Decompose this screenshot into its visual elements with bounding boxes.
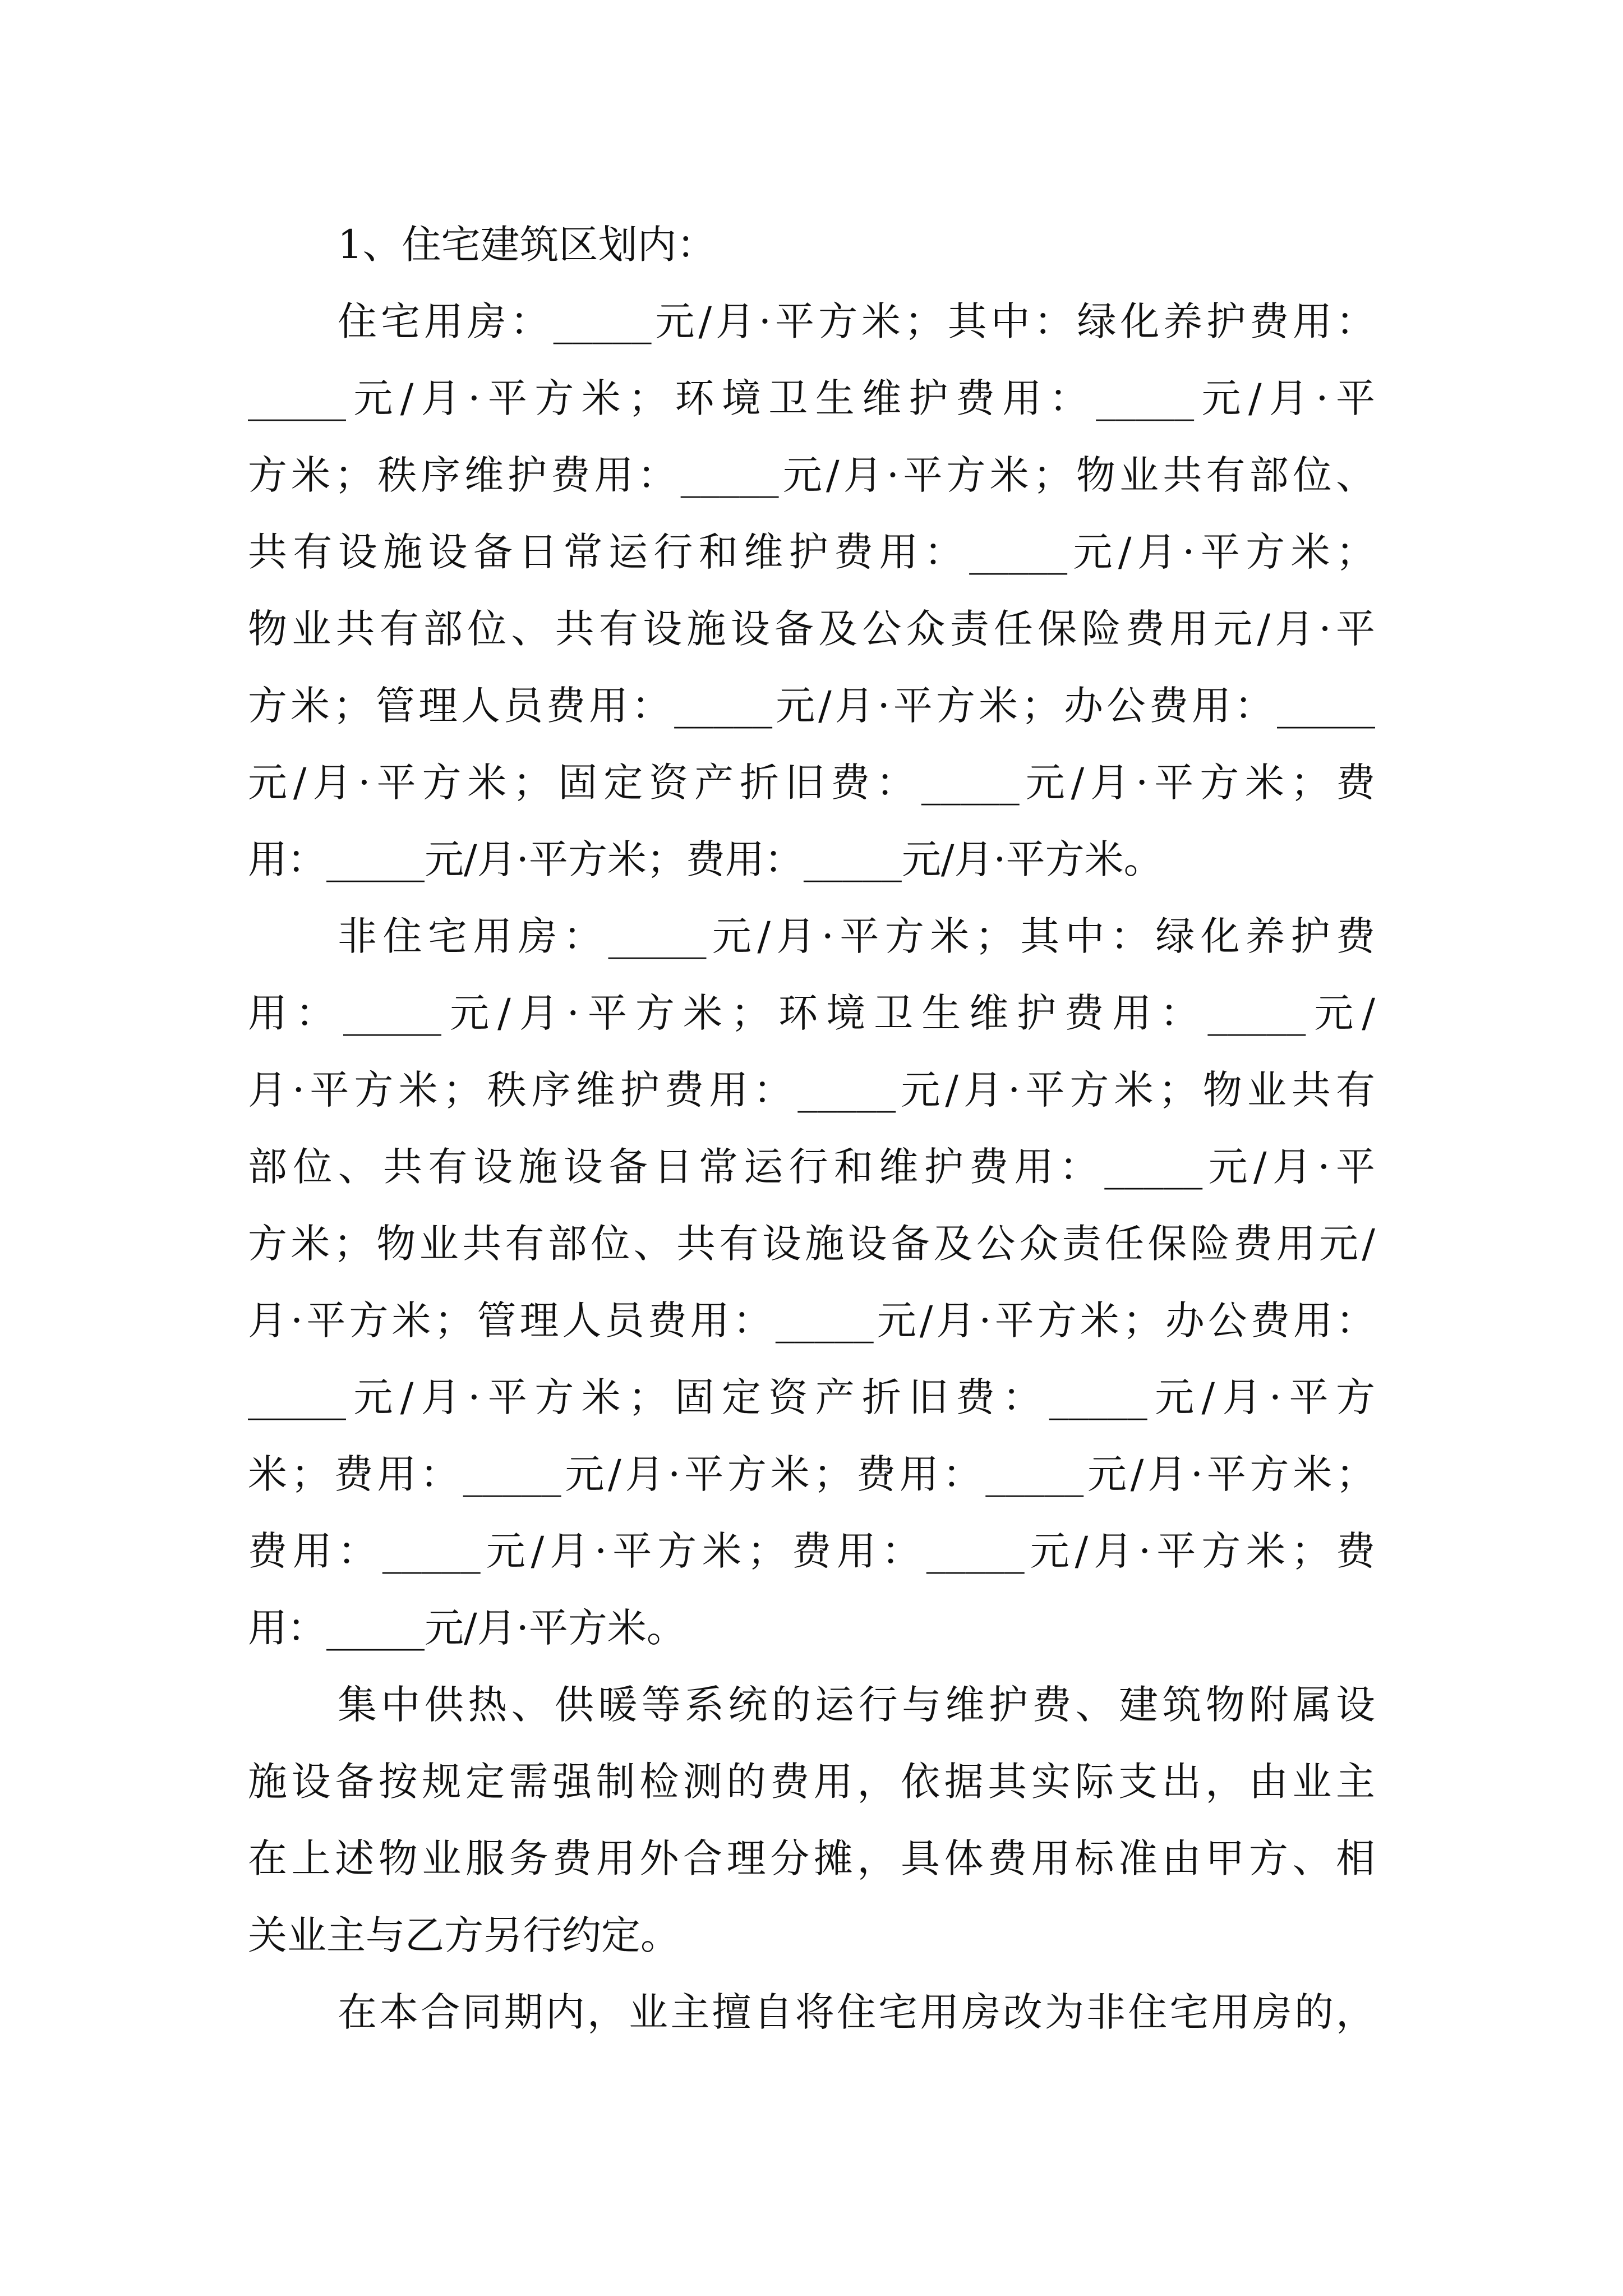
paragraph-line: 用：_____元/月·平方米。 — [248, 1605, 686, 1651]
paragraph-line: 非住宅用房：_____元/月·平方米；其中：绿化养护费 — [338, 913, 1375, 959]
paragraph-line: 用：_____元/月·平方米；费用：_____元/月·平方米。 — [248, 836, 1163, 882]
paragraph-line: 米；费用：_____元/月·平方米；费用：_____元/月·平方米； — [248, 1451, 1375, 1497]
paragraph-line: 月·平方米；管理人员费用：_____元/月·平方米；办公费用： — [248, 1297, 1375, 1343]
paragraph-line: 部位、共有设施设备日常运行和维护费用：_____元/月·平 — [248, 1144, 1375, 1190]
paragraph-line: 用：_____元/月·平方米；环境卫生维护费用：_____元/ — [248, 990, 1375, 1036]
paragraph-line: 在上述物业服务费用外合理分摊，具体费用标准由甲方、相 — [248, 1835, 1375, 1881]
paragraph-line: 方米；秩序维护费用：_____元/月·平方米；物业共有部位、 — [248, 452, 1375, 498]
paragraph-line: _____元/月·平方米；环境卫生维护费用：_____元/月·平 — [248, 375, 1375, 421]
paragraph-line: 方米；物业共有部位、共有设施设备及公众责任保险费用元/ — [248, 1221, 1375, 1267]
paragraph-line: _____元/月·平方米；固定资产折旧费：_____元/月·平方 — [248, 1374, 1375, 1420]
paragraph-line: 物业共有部位、共有设施设备及公众责任保险费用元/月·平 — [248, 606, 1375, 652]
paragraph-line: 集中供热、供暖等系统的运行与维护费、建筑物附属设 — [338, 1682, 1375, 1728]
paragraph-line: 费用：_____元/月·平方米；费用：_____元/月·平方米；费 — [248, 1528, 1375, 1574]
paragraph-line: 月·平方米；秩序维护费用：_____元/月·平方米；物业共有 — [248, 1067, 1375, 1113]
paragraph-line: 元/月·平方米；固定资产折旧费：_____元/月·平方米；费 — [248, 760, 1375, 806]
paragraph-line: 住宅用房：_____元/月·平方米；其中：绿化养护费用： — [338, 298, 1375, 344]
section-heading: 1、住宅建筑区划内： — [338, 222, 716, 268]
paragraph-line: 在本合同期内，业主擅自将住宅用房改为非住宅用房的， — [338, 1989, 1375, 2035]
paragraph-line: 施设备按规定需强制检测的费用，依据其实际支出，由业主 — [248, 1759, 1375, 1805]
paragraph-line: 方米；管理人员费用：_____元/月·平方米；办公费用：_____ — [248, 683, 1375, 729]
paragraph-line: 共有设施设备日常运行和维护费用：_____元/月·平方米； — [248, 529, 1375, 575]
paragraph-line: 关业主与乙方另行约定。 — [248, 1912, 680, 1958]
